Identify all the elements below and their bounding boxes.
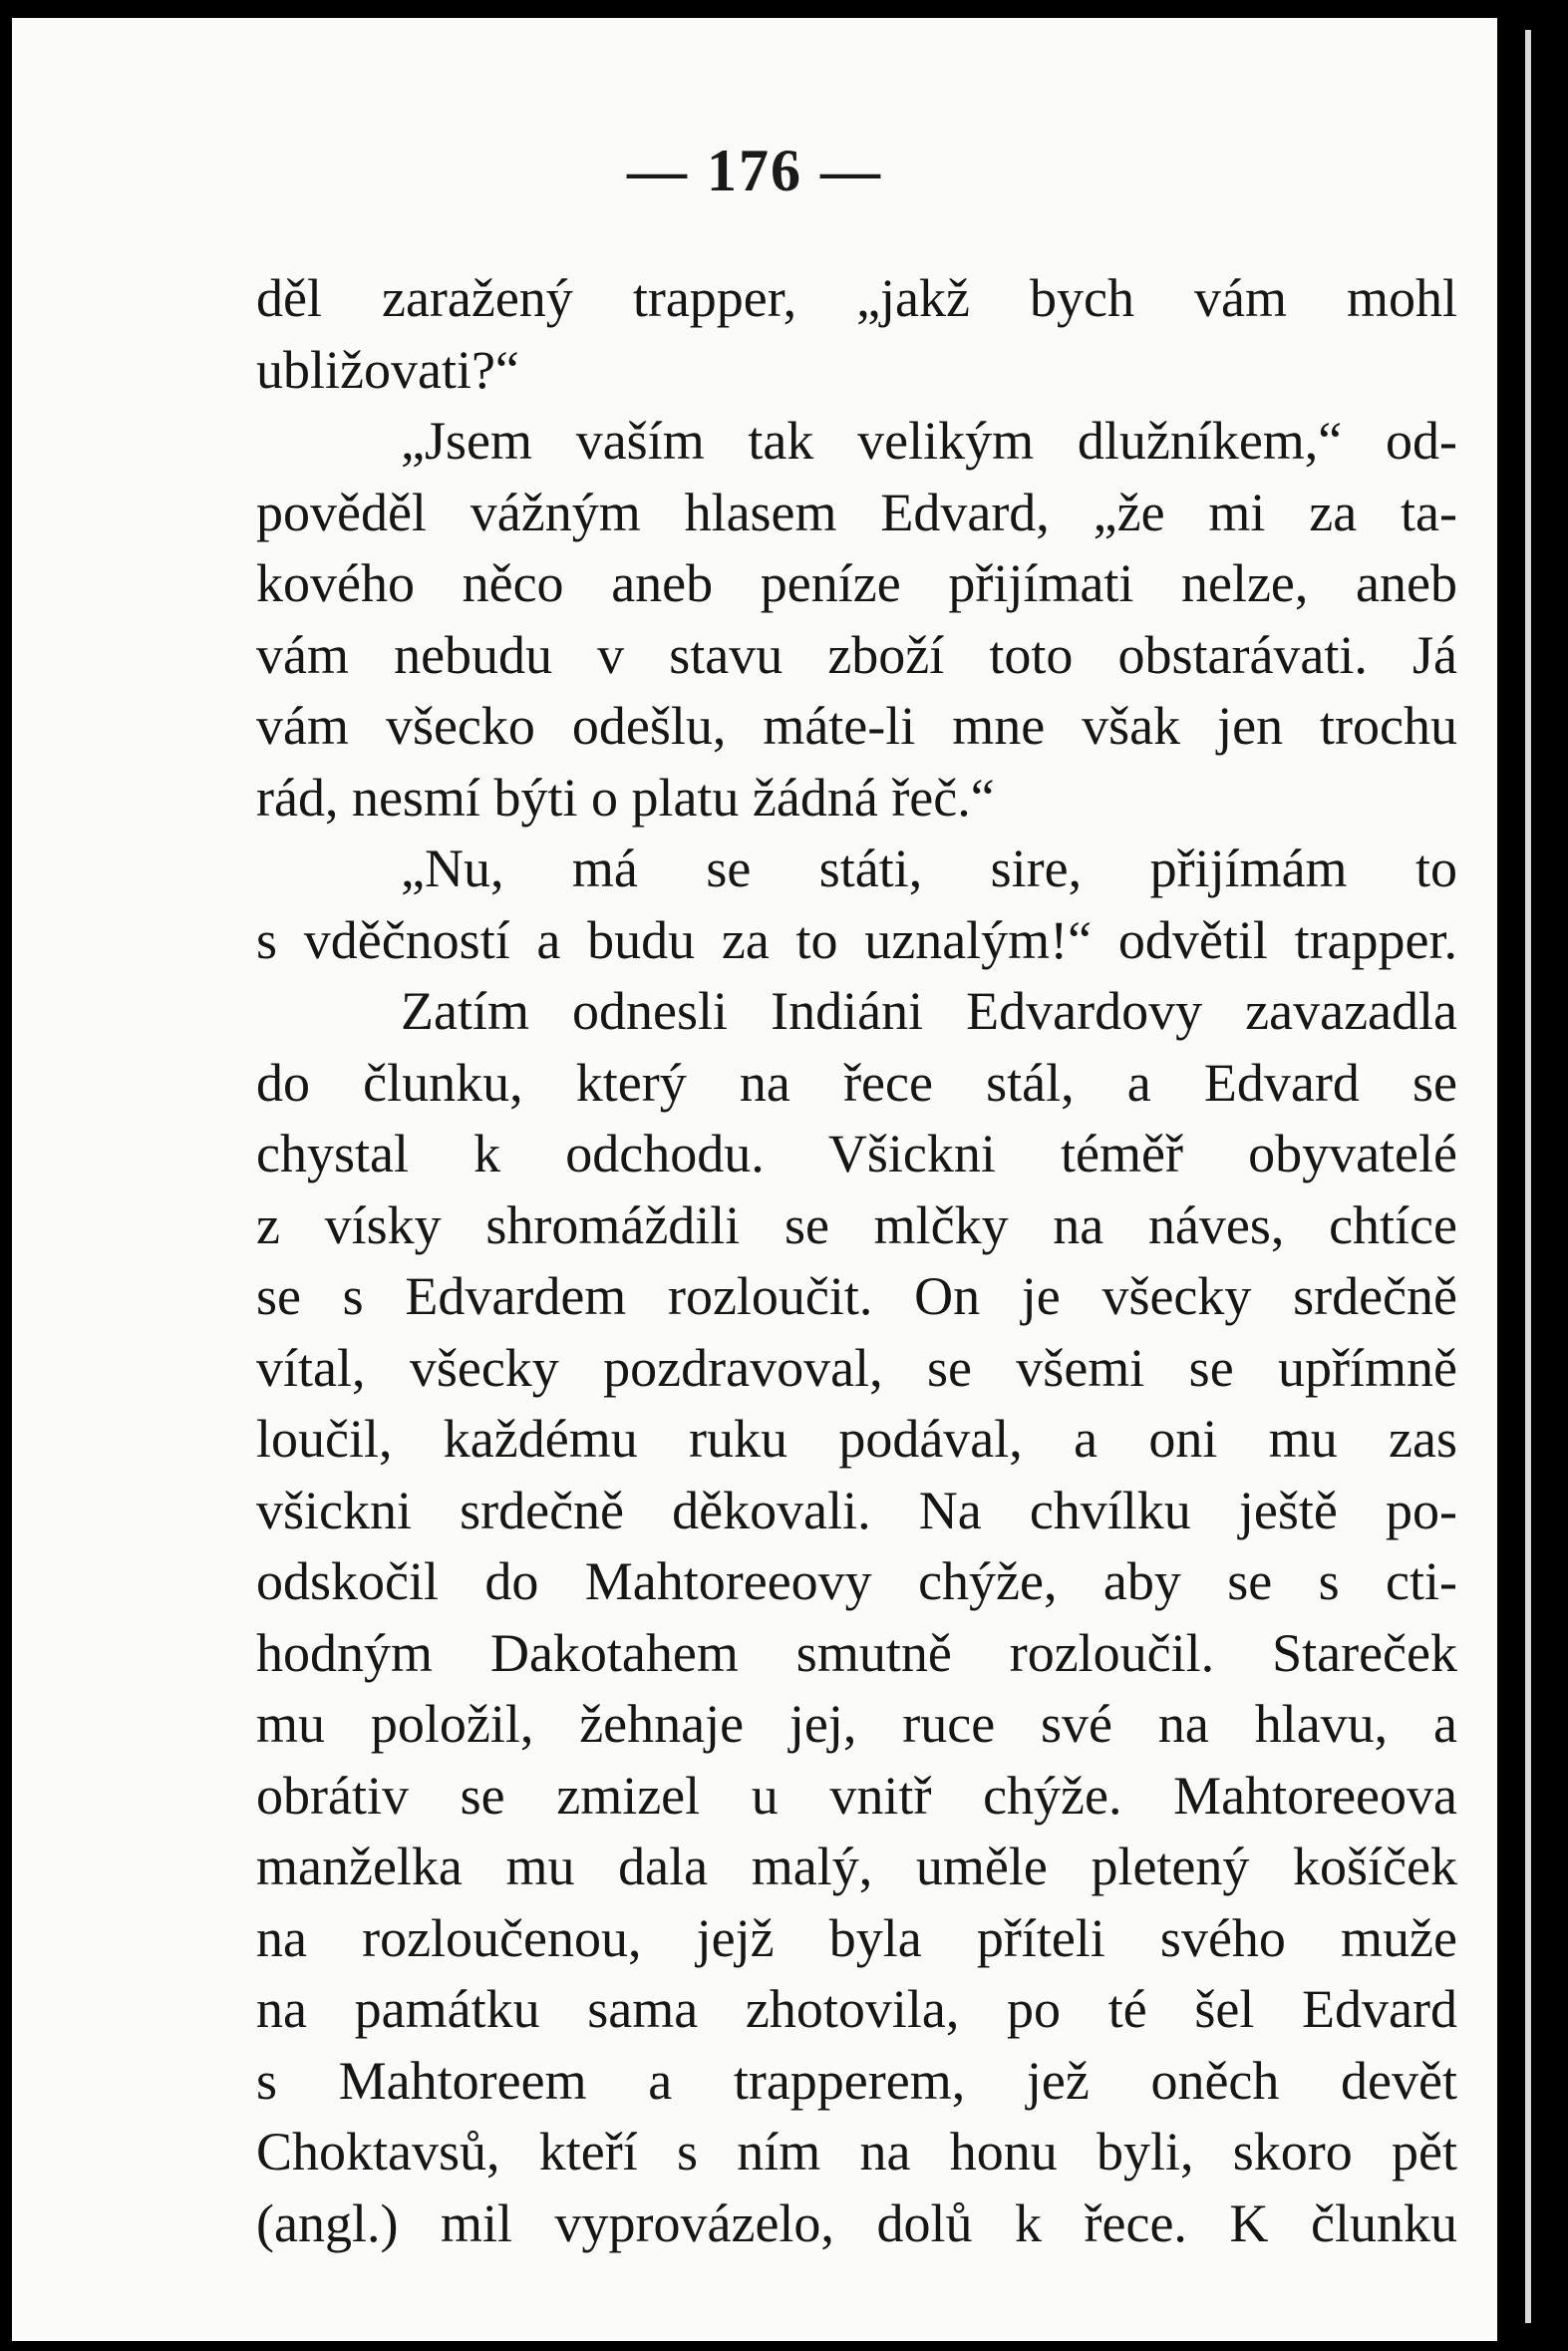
text-line: loučil, každému ruku podával, a oni mu zas [256,1409,1457,1469]
text-line: vítal, všecky pozdravoval, se všemi se upřímně [256,1337,1457,1398]
text-line: „Nu, má se státi, sire, přijímám to [401,839,1457,898]
text-line: Choktavsů, kteří s ním na honu byli, skoro pět [256,2122,1457,2182]
text-line: s vděčností a budu za to uznalým!“ odvětil trapper. [256,909,1457,970]
book-page [12,18,1497,2341]
text-line: (angl.) mil vyprovázelo, dolů k řece. K člunku [256,2192,1457,2253]
text-line: děl zaražený trapper, „jakž bych vám mohl [256,268,1457,328]
text-line: manželka mu dala malý, uměle pletený košíček [256,1837,1457,1896]
text-line: se s Edvardem rozloučit. On je všecky srdečně [256,1266,1457,1326]
text-line: Zatím odnesli Indiáni Edvardovy zavazadla [401,981,1457,1041]
text-line: ubližovati?“ [256,339,519,400]
text-line: z vísky shromáždili se mlčky na náves, chtíce [256,1194,1457,1255]
page-number-header [12,136,1497,205]
text-line: obrátiv se zmizel u vnitř chýže. Mahtoreeova [256,1765,1457,1826]
text-line: kového něco aneb peníze přijímati nelze, aneb [256,553,1457,613]
text-line: s Mahtoreem a trapperem, jež oněch devět [256,2050,1457,2111]
text-line: na památku sama zhotovila, po té šel Edvard [256,1979,1457,2039]
text-line: vám nebudu v stavu zboží toto obstarávati. Já [256,624,1457,685]
page-number: 176 [707,138,802,203]
page-number-dash-right: — [820,138,882,203]
page-edge-divider [1525,30,1531,2323]
text-line: mu položil, žehnaje jej, ruce své na hlavu, a [256,1694,1457,1754]
text-line: „Jsem vaším tak velikým dlužníkem,“ od- [401,411,1457,471]
text-line: hodným Dakotahem smutně rozloučil. Stareček [256,1622,1457,1683]
text-line: rád, nesmí býti o platu žádná řeč.“ [256,767,995,828]
text-line: na rozloučenou, jejž byla příteli svého muže [256,1907,1457,1968]
text-line: pověděl vážným hlasem Edvard, „že mi za ta- [256,482,1457,542]
text-line: odskočil do Mahtoreeovy chýže, aby se s cti- [256,1551,1457,1611]
text-line: všickni srdečně děkovali. Na chvílku ještě po- [256,1480,1457,1540]
body-text [256,263,1457,2259]
text-line: chystal k odchodu. Všickni téměř obyvatelé [256,1124,1457,1183]
page-number-dash-left: — [627,138,689,203]
text-line: vám všecko odešlu, máte-li mne však jen trochu [256,696,1457,756]
text-line: do člunku, který na řece stál, a Edvard se [256,1052,1457,1113]
